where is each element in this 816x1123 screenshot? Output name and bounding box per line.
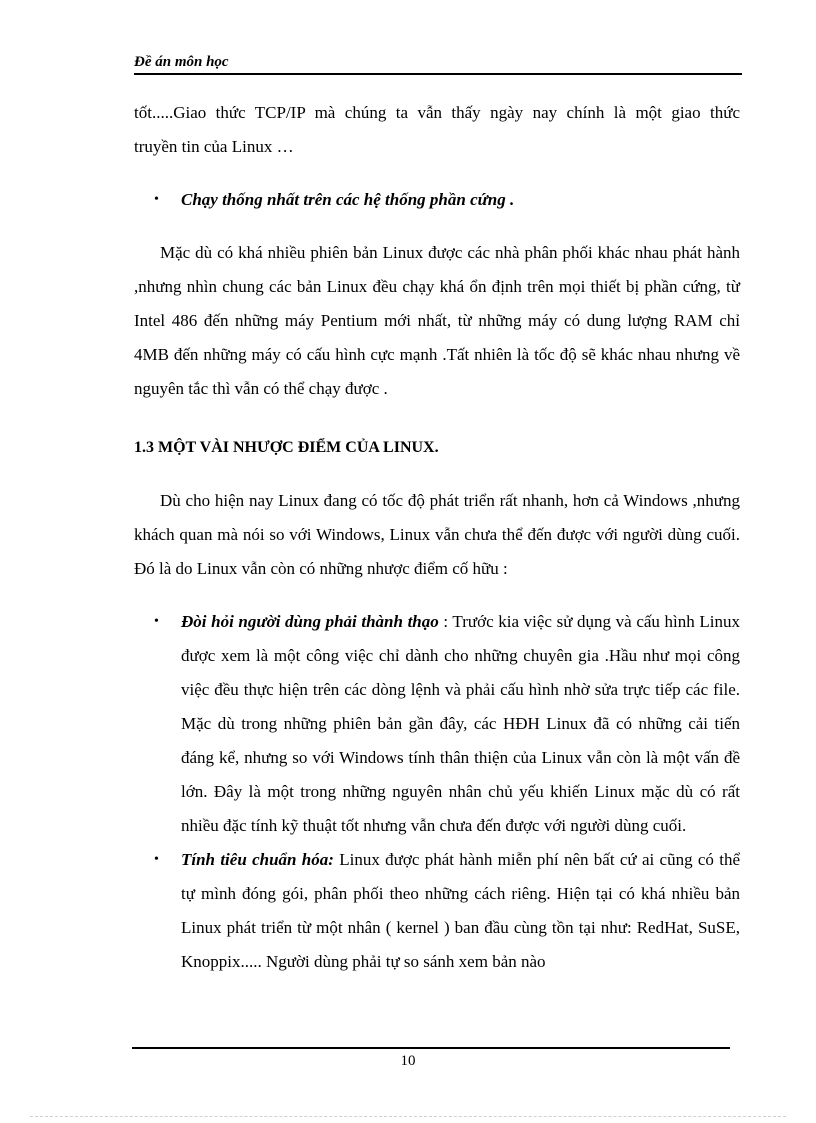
bullet-text: Linux được phát hành miễn phí nên bất cứ ai cũng có thể tự mình đóng gói, phân phối theo những cách riêng. Hiện tại có khá nhiều bản Linux phát triển từ một nhân ( kernel ) ban đầu cùng tồn tại như: RedHat, SuSE, Knoppix..... Người dùng phải tự so sánh xem bản nào bbox=[181, 850, 740, 971]
page-number: 10 bbox=[400, 1053, 416, 1069]
paragraph-hardware bbox=[134, 236, 740, 406]
page-bottom-border bbox=[30, 1116, 786, 1117]
bullet-icon: • bbox=[154, 614, 159, 629]
paragraph-continuation bbox=[134, 96, 740, 164]
bullet-hardware bbox=[134, 183, 740, 217]
header-rule bbox=[134, 73, 742, 75]
list-item bbox=[134, 183, 740, 217]
list-item bbox=[134, 843, 740, 979]
footer-rule bbox=[132, 1047, 730, 1049]
list-item bbox=[134, 605, 740, 843]
bullet-title: Tính tiêu chuẩn hóa: bbox=[181, 850, 334, 869]
paragraph-drawbacks bbox=[134, 484, 740, 586]
bullet-title: Chạy thống nhất trên các hệ thống phần cứng . bbox=[181, 190, 515, 209]
section-heading: 1.3 MỘT VÀI NHƯỢC ĐIỂM CỦA LINUX. bbox=[134, 439, 439, 456]
bullet-icon: • bbox=[154, 192, 159, 207]
bullet-text: : Trước kia việc sử dụng và cấu hình Linux được xem là một công việc chỉ dành cho những chuyên gia .Hầu như mọi công việc đều thực hiện trên các dòng lệnh và phải cấu hình nhờ sửa trực tiếp các file. Mặc dù trong những phiên bản gần đây, các HĐH Linux đã có những cải tiến đáng kể, nhưng so với Windows tính thân thiện của Linux vẫn còn là một vấn đề lớn. Đây là một trong những nguyên nhân chủ yếu khiến Linux mặc dù có rất nhiều đặc tính kỹ thuật tốt nhưng vẫn chưa đến được với người dùng cuối. bbox=[181, 612, 740, 835]
bullet-icon: • bbox=[154, 852, 159, 867]
drawbacks-list bbox=[134, 605, 740, 979]
paragraph-text: Mặc dù có khá nhiều phiên bản Linux được các nhà phân phối khác nhau phát hành ,nhưng nhìn chung các bản Linux đều chạy khá ổn định trên mọi thiết bị phần cứng, từ Intel 486 đến những máy Pentium mới nhất, từ những máy có dung lượng RAM chỉ 4MB đến những máy có cấu hình cực mạnh .Tất nhiên là tốc độ sẽ khác nhau nhưng về nguyên tắc thì vẫn có thể chạy được . bbox=[134, 243, 740, 398]
paragraph-line: truyền tin của Linux … bbox=[134, 137, 294, 156]
section-heading-block bbox=[134, 431, 740, 465]
bullet-title: Đòi hỏi người dùng phải thành thạo bbox=[181, 612, 439, 631]
paragraph-line: tốt.....Giao thức TCP/IP mà chúng ta vẫn thấy ngày nay chính là một giao thức bbox=[134, 103, 740, 122]
page-header bbox=[134, 52, 742, 74]
paragraph-text: Dù cho hiện nay Linux đang có tốc độ phát triển rất nhanh, hơn cả Windows ,nhưng khách quan mà nói so với Windows, Linux vẫn chưa thể đến được với người dùng cuối. Đó là do Linux vẫn còn có những nhược điểm cố hữu : bbox=[134, 491, 740, 578]
header-title: Đề án môn học bbox=[134, 54, 229, 70]
